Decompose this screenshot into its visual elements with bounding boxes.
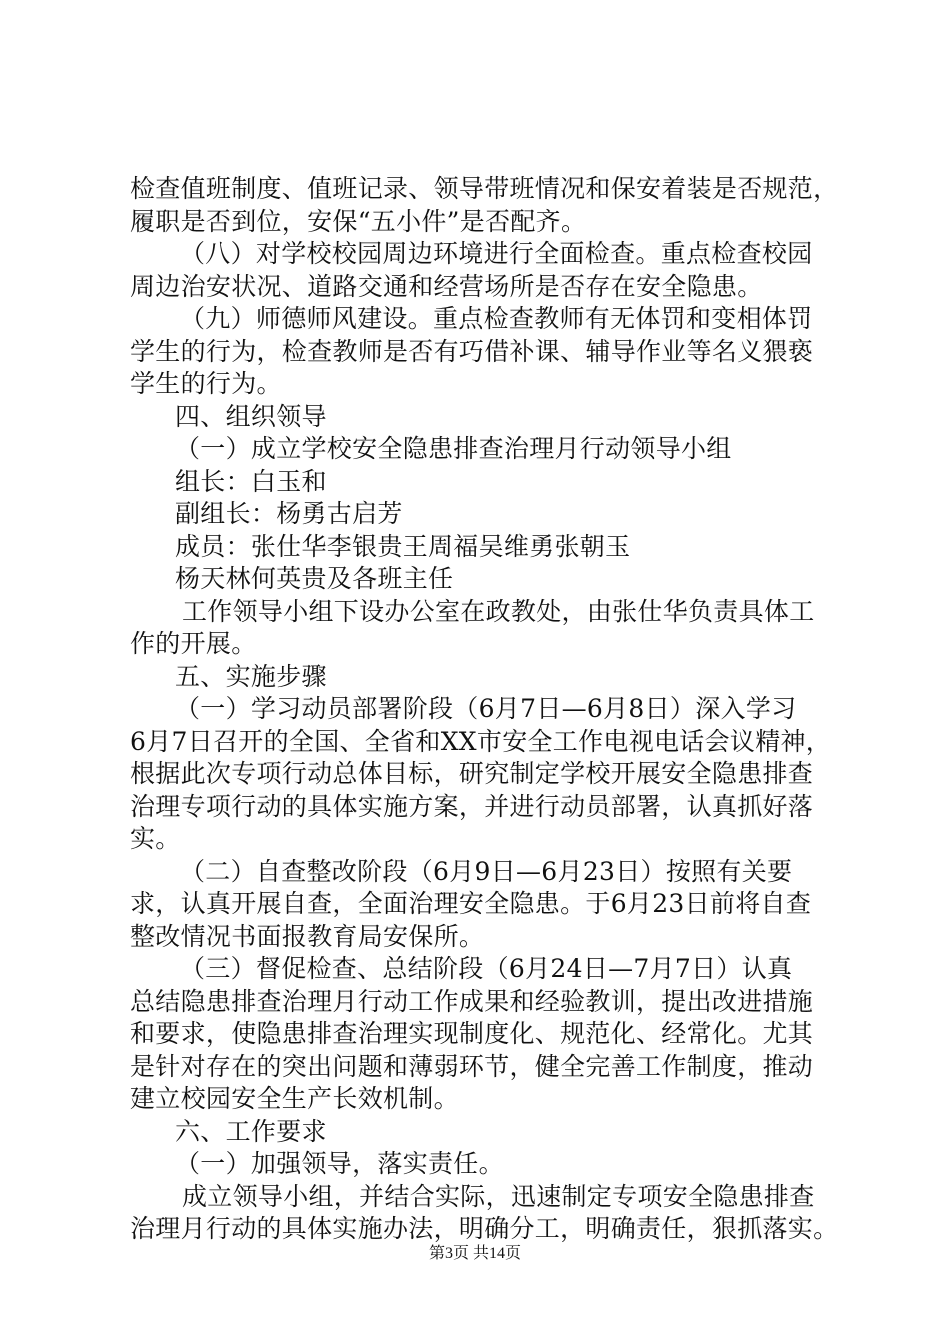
subsection-heading: （一）加强领导，落实责任。 bbox=[175, 1149, 504, 1178]
document-body bbox=[130, 173, 839, 1246]
members-line: 成员：张仕华李银贵王周福吴维勇张朝玉 bbox=[175, 531, 631, 561]
deputy-leader-line: 副组长：杨勇古启芳 bbox=[175, 499, 403, 528]
paragraph-line: （八）对学校校园周边环境进行全面检查。重点检查校园 bbox=[180, 239, 813, 268]
body-line: 学生的行为。 bbox=[130, 369, 282, 398]
paragraph-line: 工作领导小组下设办公室在政教处，由张仕华负责具体工 bbox=[182, 596, 815, 626]
body-line: 治理月行动的具体实施办法，明确分工，明确责任，狠抓落实。 bbox=[130, 1214, 839, 1243]
body-line: 作的开展。 bbox=[130, 629, 257, 658]
body-line: 总结隐患排查治理月行动工作成果和经验教训，提出改进措施 bbox=[130, 986, 814, 1016]
body-line: 建立校园安全生产长效机制。 bbox=[130, 1084, 459, 1113]
body-line: 根据此次专项行动总体目标，研究制定学校开展安全隐患排查 bbox=[130, 759, 814, 788]
paragraph-line: 成立领导小组，并结合实际，迅速制定专项安全隐患排查 bbox=[182, 1181, 815, 1211]
members-line-continued: 杨天林何英贵及各班主任 bbox=[175, 564, 454, 593]
page-number: 第3页 共14页 bbox=[428, 1245, 521, 1262]
paragraph-line: （九）师德师风建设。重点检查教师有无体罚和变相体罚 bbox=[180, 304, 813, 333]
body-line: 6月7日召开的全国、全省和XX市安全工作电视电话会议精神， bbox=[130, 726, 832, 756]
body-line: 检查值班制度、值班记录、领导带班情况和保安着装是否规范， bbox=[130, 174, 839, 203]
body-line: 学生的行为，检查教师是否有巧借补课、辅导作业等名义猥亵 bbox=[130, 336, 814, 366]
body-line: 履职是否到位，安保“五小件”是否配齐。 bbox=[130, 206, 587, 236]
body-line: 周边治安状况、道路交通和经营场所是否存在安全隐患。 bbox=[130, 271, 763, 301]
body-line: 实。 bbox=[130, 824, 181, 853]
body-line: 和要求，使隐患排查治理实现制度化、规范化、经常化。尤其 bbox=[130, 1019, 814, 1048]
section-heading: 四、组织领导 bbox=[175, 401, 327, 431]
section-heading: 五、实施步骤 bbox=[175, 661, 327, 691]
paragraph-line: （三）督促检查、总结阶段（6月24日—7月7日）认真 bbox=[180, 954, 793, 983]
leader-line: 组长：白玉和 bbox=[175, 466, 327, 496]
body-line: 治理专项行动的具体实施方案，并进行动员部署，认真抓好落 bbox=[130, 791, 814, 821]
page-footer bbox=[0, 1244, 950, 1264]
paragraph-line: （一）学习动员部署阶段（6月7日—6月8日）深入学习 bbox=[175, 694, 797, 723]
section-heading: 六、工作要求 bbox=[175, 1116, 327, 1146]
body-line: 求，认真开展自查，全面治理安全隐患。于6月23日前将自查 bbox=[130, 889, 812, 918]
body-line: 是针对存在的突出问题和薄弱环节，健全完善工作制度，推动 bbox=[130, 1051, 814, 1081]
paragraph-line: （二）自查整改阶段（6月9日—6月23日）按照有关要 bbox=[180, 856, 793, 886]
body-line: 整改情况书面报教育局安保所。 bbox=[130, 921, 485, 951]
subsection-heading: （一）成立学校安全隐患排查治理月行动领导小组 bbox=[175, 434, 732, 463]
